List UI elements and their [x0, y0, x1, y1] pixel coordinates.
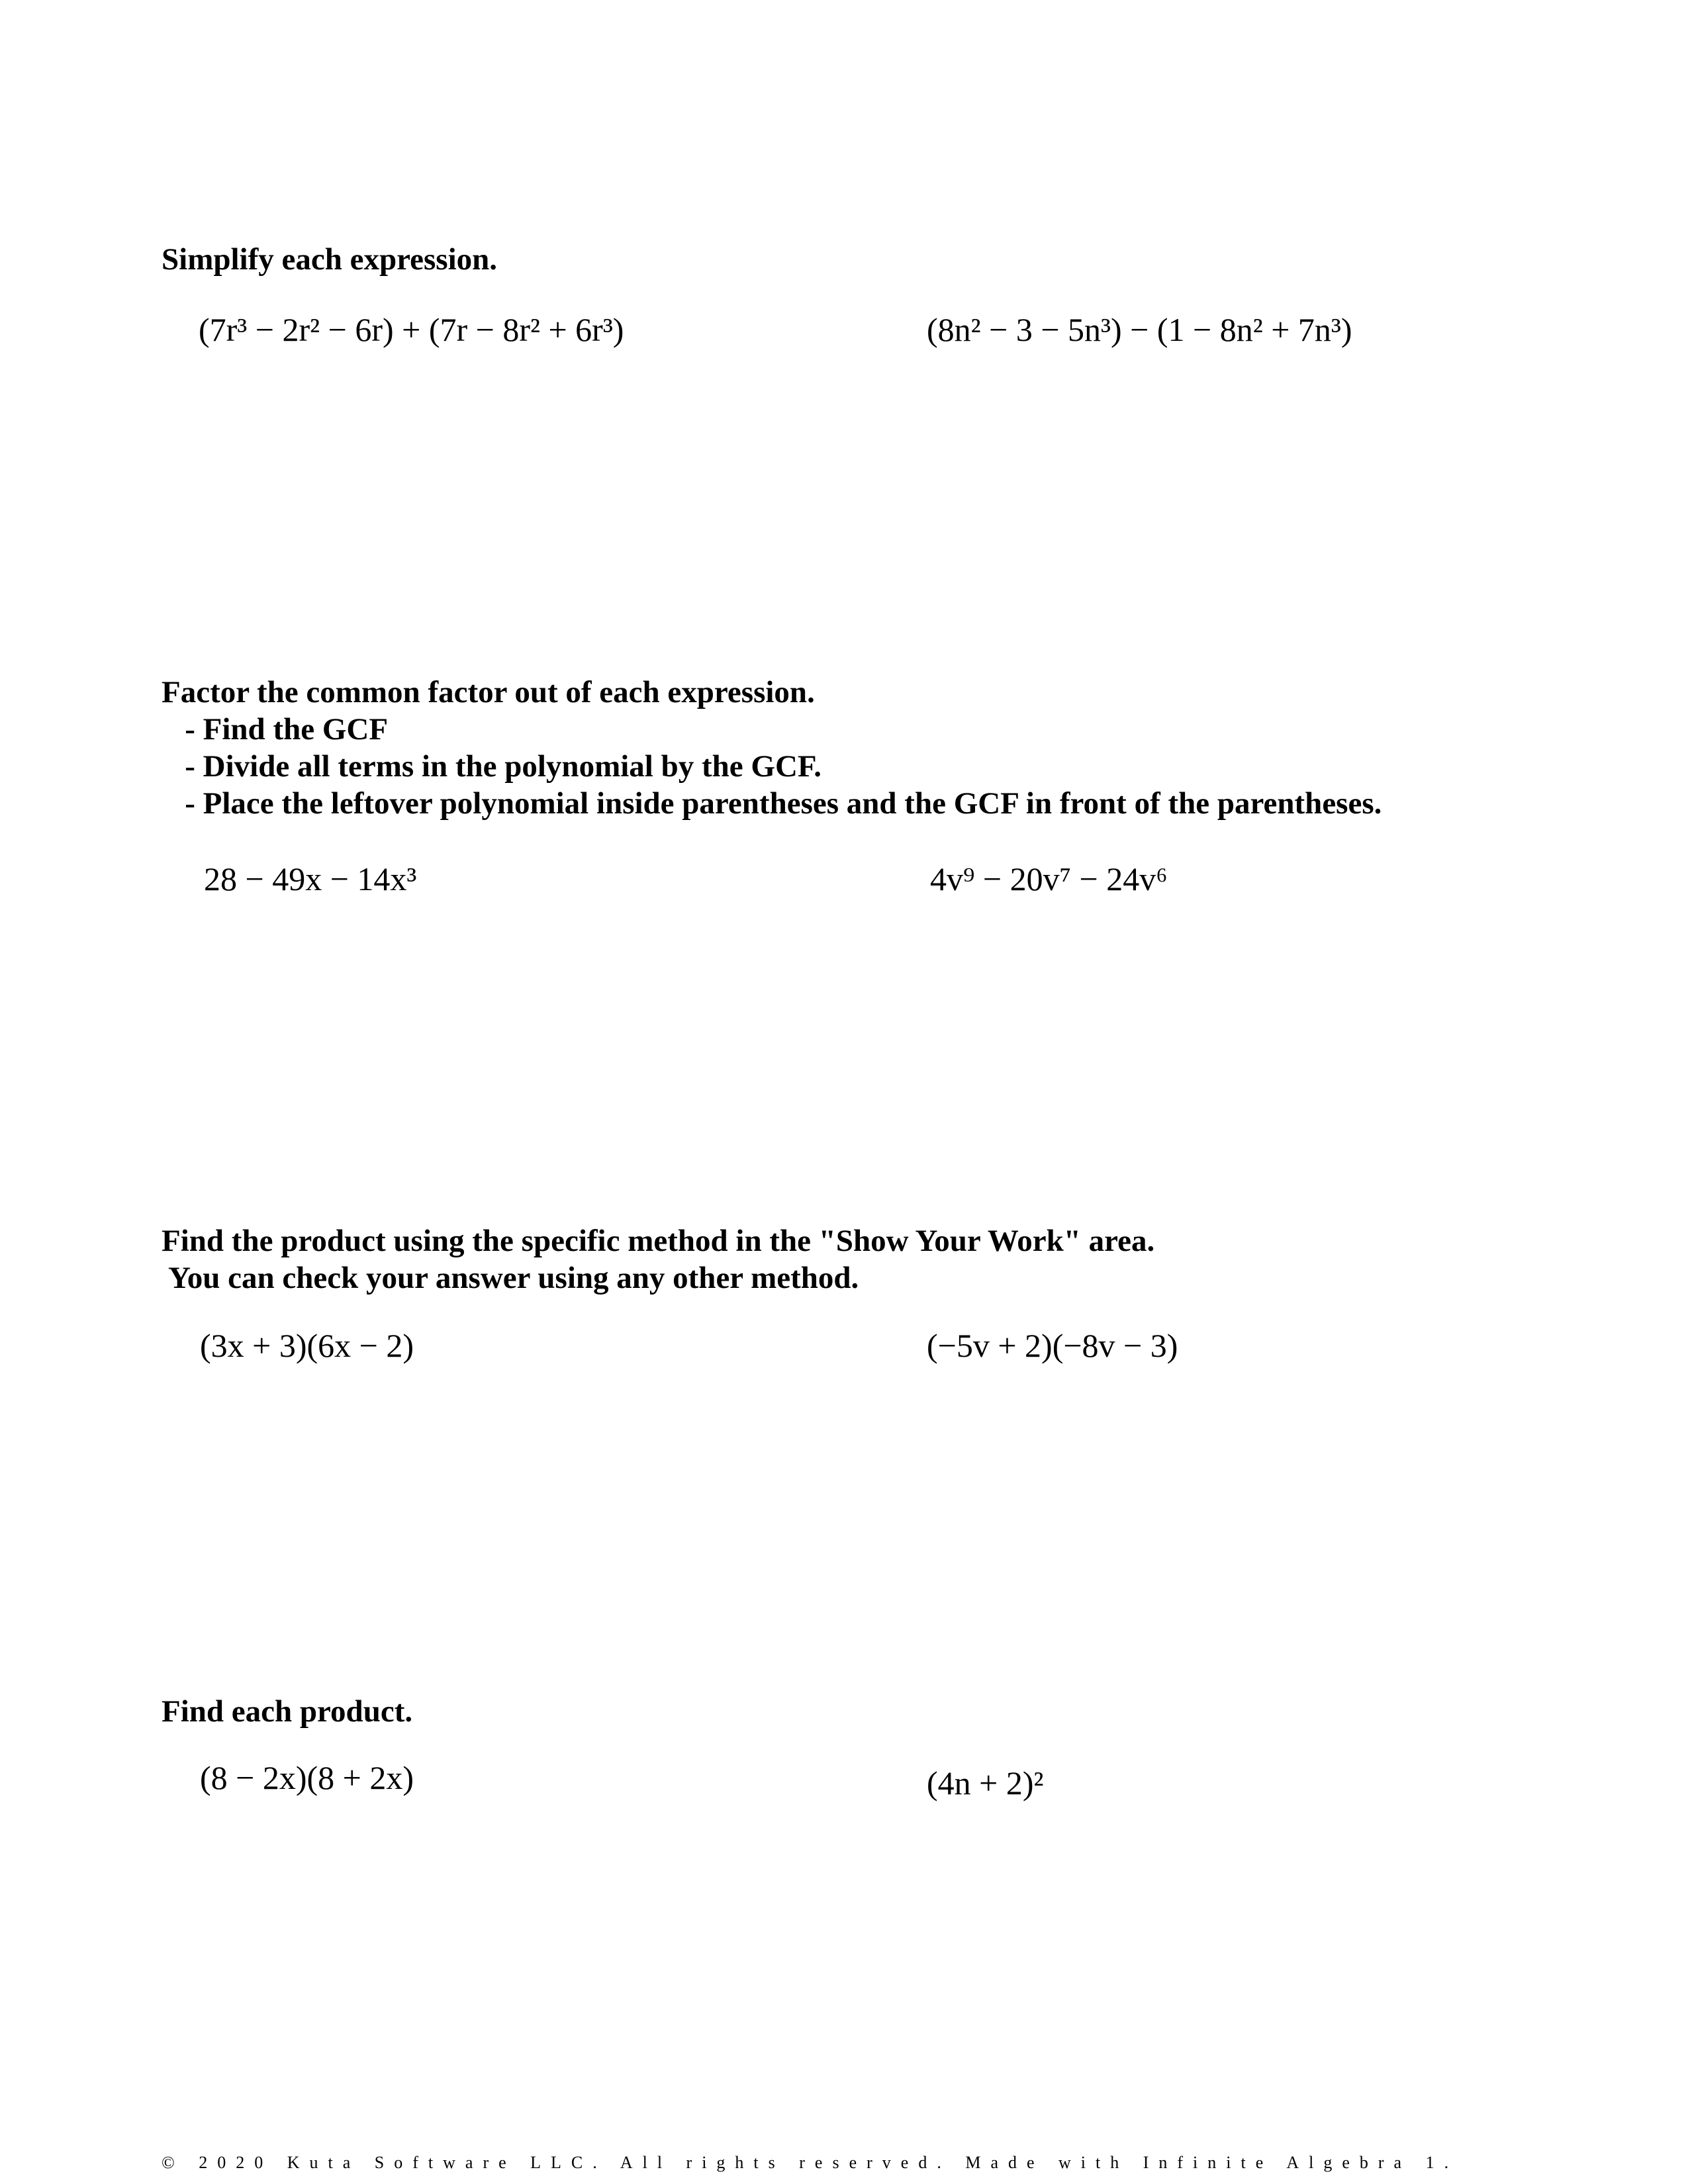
problem-1: (7r³ − 2r² − 6r) + (7r − 8r² + 6r³): [199, 311, 624, 348]
heading-line: - Divide all terms in the polynomial by the GCF.: [162, 749, 822, 784]
problem-5: (3x + 3)(6x − 2): [200, 1327, 414, 1364]
section-1-heading: [162, 241, 497, 278]
section-3-heading: [162, 1222, 1154, 1297]
heading-line: You can check your answer using any other method.: [162, 1261, 859, 1295]
heading-line: Find the product using the specific method in the "Show Your Work" area.: [162, 1224, 1155, 1258]
heading-line: Factor the common factor out of each expression.: [162, 675, 815, 709]
problem-3: 28 − 49x − 14x³: [204, 860, 417, 897]
heading-line: - Place the leftover polynomial inside parentheses and the GCF in front of the parentheses.: [162, 786, 1382, 821]
problem-6: (−5v + 2)(−8v − 3): [927, 1327, 1178, 1364]
heading-line: Find each product.: [162, 1694, 413, 1729]
section-4-heading: [162, 1693, 412, 1730]
problem-7: (8 − 2x)(8 + 2x): [200, 1759, 414, 1796]
problem-2: (8n² − 3 − 5n³) − (1 − 8n² + 7n³): [927, 311, 1352, 348]
copyright-footer: © 2020 Kuta Software LLC. All rights reserved. Made with Infinite Algebra 1.: [162, 2153, 1459, 2172]
heading-line: - Find the GCF: [162, 712, 389, 747]
problem-4: 4v⁹ − 20v⁷ − 24v⁶: [930, 860, 1168, 897]
heading-line: Simplify each expression.: [162, 242, 498, 277]
section-2-heading: [162, 674, 1382, 822]
problem-8: (4n + 2)²: [927, 1764, 1044, 1801]
